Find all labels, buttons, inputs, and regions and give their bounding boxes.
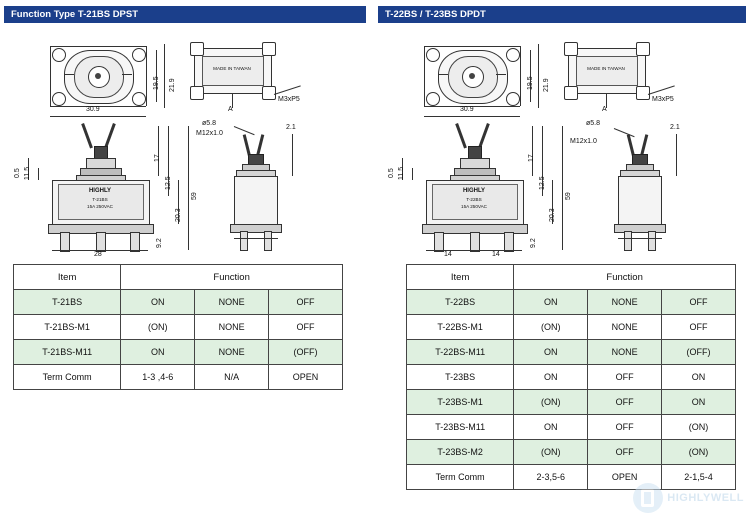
table-row bbox=[14, 340, 343, 365]
right-row1-item: T-22BS-M1 bbox=[407, 315, 514, 340]
left-th-function: Function bbox=[121, 265, 343, 290]
table-header-row bbox=[407, 265, 736, 290]
left-topview-h2-dim: 21.9 bbox=[169, 78, 176, 92]
right-function-table bbox=[406, 264, 736, 490]
left-row3-item: Term Comm bbox=[14, 365, 121, 390]
right-side-view bbox=[570, 118, 740, 258]
left-dim-28: 28 bbox=[94, 251, 102, 258]
right-row6-item: T-23BS-M2 bbox=[407, 440, 514, 465]
left-row2-c1: NONE bbox=[195, 340, 269, 365]
right-row4-c2: ON bbox=[662, 390, 736, 415]
right-row6-c1: OFF bbox=[588, 440, 662, 465]
left-th-item: Item bbox=[14, 265, 121, 290]
right-dim-11-5: 11.5 bbox=[398, 166, 405, 180]
right-thread-label: M3xP5 bbox=[652, 96, 674, 103]
right-row6-c0: (ON) bbox=[514, 440, 588, 465]
right-dim-9-2: 9.2 bbox=[530, 238, 537, 248]
table-row bbox=[14, 315, 343, 340]
table-row bbox=[407, 440, 736, 465]
left-row3-c2: OPEN bbox=[269, 365, 343, 390]
left-dim-11-5: 11.5 bbox=[24, 166, 31, 180]
right-row5-item: T-23BS-M11 bbox=[407, 415, 514, 440]
left-row0-item: T-21BS bbox=[14, 290, 121, 315]
left-row1-c1: NONE bbox=[195, 315, 269, 340]
table-row bbox=[14, 290, 343, 315]
right-row2-item: T-22BS-M11 bbox=[407, 340, 514, 365]
right-row7-c0: 2-3,5-6 bbox=[514, 465, 588, 490]
right-front-view bbox=[388, 118, 572, 258]
table-row bbox=[407, 415, 736, 440]
section-header-left bbox=[4, 6, 366, 23]
right-row7-item: Term Comm bbox=[407, 465, 514, 490]
right-dim-17: 17 bbox=[528, 154, 535, 162]
left-row2-item: T-21BS-M11 bbox=[14, 340, 121, 365]
right-row4-item: T-23BS-M1 bbox=[407, 390, 514, 415]
right-row6-c2: (ON) bbox=[662, 440, 736, 465]
left-front-view bbox=[14, 118, 198, 258]
left-row1-c0: (ON) bbox=[121, 315, 195, 340]
table-row bbox=[407, 390, 736, 415]
right-row2-c0: ON bbox=[514, 340, 588, 365]
right-row1-c2: OFF bbox=[662, 315, 736, 340]
right-top-view bbox=[414, 34, 550, 114]
left-function-table bbox=[13, 264, 343, 390]
table-row bbox=[14, 365, 343, 390]
left-plate-text: MADE IN TAIWAN bbox=[213, 66, 251, 71]
left-thread-label: M3xP5 bbox=[278, 96, 300, 103]
section-header-left-label: Function Type T-21BS DPST bbox=[11, 9, 139, 20]
right-topview-h2-dim: 21.9 bbox=[543, 78, 550, 92]
right-row7-c2: 2-1,5-4 bbox=[662, 465, 736, 490]
left-side-view bbox=[196, 118, 356, 258]
right-row4-c1: OFF bbox=[588, 390, 662, 415]
right-dim-2-1: 2.1 bbox=[670, 124, 680, 131]
left-dim-20-3: 20.3 bbox=[175, 208, 182, 222]
right-row0-c0: ON bbox=[514, 290, 588, 315]
left-row2-c0: ON bbox=[121, 340, 195, 365]
right-row0-item: T-22BS bbox=[407, 290, 514, 315]
right-topview-width-dim: 30.9 bbox=[460, 106, 474, 113]
left-topview-h1-dim: 19.5 bbox=[153, 76, 160, 90]
left-drawings bbox=[0, 26, 374, 256]
right-drawings bbox=[374, 26, 750, 256]
right-row3-c1: OFF bbox=[588, 365, 662, 390]
right-row2-c2: (OFF) bbox=[662, 340, 736, 365]
section-header-right bbox=[378, 6, 746, 23]
right-row3-c0: ON bbox=[514, 365, 588, 390]
table-row bbox=[407, 365, 736, 390]
section-header-right-label: T-22BS / T-23BS DPDT bbox=[385, 9, 486, 20]
left-body-line2: 15A 250VAC bbox=[87, 204, 113, 209]
left-dim-59: 59 bbox=[191, 192, 198, 200]
watermark-text: HIGHLYWELL bbox=[667, 492, 744, 504]
left-row3-c0: 1-3 ,4-6 bbox=[121, 365, 195, 390]
left-dim-17: 17 bbox=[154, 154, 161, 162]
right-topview-h1-dim: 19.5 bbox=[527, 76, 534, 90]
right-row0-c2: OFF bbox=[662, 290, 736, 315]
right-row0-c1: NONE bbox=[588, 290, 662, 315]
left-row0-c2: OFF bbox=[269, 290, 343, 315]
right-dim-20-3: 20.3 bbox=[549, 208, 556, 222]
right-row5-c0: ON bbox=[514, 415, 588, 440]
left-dim-2-1: 2.1 bbox=[286, 124, 296, 131]
table-row bbox=[407, 315, 736, 340]
right-row5-c2: (ON) bbox=[662, 415, 736, 440]
left-thread-spec: M12x1.0 bbox=[196, 130, 223, 137]
left-plate-view bbox=[180, 34, 330, 119]
left-row1-c2: OFF bbox=[269, 315, 343, 340]
left-dim-0-5: 0.5 bbox=[14, 168, 21, 178]
right-body-brand: HIGHLY bbox=[462, 188, 486, 194]
left-bushing-dia: ø5.8 bbox=[202, 120, 217, 127]
left-section-label-a: A bbox=[228, 106, 233, 113]
right-dim-14-a: 14 bbox=[444, 251, 452, 258]
left-dim-9-2: 9.2 bbox=[156, 238, 163, 248]
right-row1-c0: (ON) bbox=[514, 315, 588, 340]
left-row1-item: T-21BS-M1 bbox=[14, 315, 121, 340]
right-bushing-dia: ø5.8 bbox=[586, 120, 601, 127]
table-header-row bbox=[14, 265, 343, 290]
right-th-function: Function bbox=[514, 265, 736, 290]
left-body-brand: HIGHLY bbox=[88, 188, 112, 194]
right-row2-c1: NONE bbox=[588, 340, 662, 365]
right-dim-0-5: 0.5 bbox=[388, 168, 395, 178]
watermark-logo-icon bbox=[633, 483, 663, 513]
right-thread-spec: M12x1.0 bbox=[570, 138, 597, 145]
right-body-line2: 15A 250VAC bbox=[461, 204, 487, 209]
right-row4-c0: (ON) bbox=[514, 390, 588, 415]
right-dim-59: 59 bbox=[565, 192, 572, 200]
left-row2-c2: (OFF) bbox=[269, 340, 343, 365]
right-row3-item: T-23BS bbox=[407, 365, 514, 390]
left-row0-c1: NONE bbox=[195, 290, 269, 315]
left-row0-c0: ON bbox=[121, 290, 195, 315]
table-row bbox=[407, 290, 736, 315]
right-body-line1: T-22BS bbox=[466, 197, 482, 202]
right-dim-14-b: 14 bbox=[492, 251, 500, 258]
right-row5-c1: OFF bbox=[588, 415, 662, 440]
right-plate-text: MADE IN TAIWAN bbox=[587, 66, 625, 71]
watermark bbox=[633, 483, 744, 513]
left-top-view bbox=[40, 34, 176, 114]
right-th-item: Item bbox=[407, 265, 514, 290]
left-topview-width-dim: 30.9 bbox=[86, 106, 100, 113]
right-row1-c1: NONE bbox=[588, 315, 662, 340]
right-section-label-a: A bbox=[602, 106, 607, 113]
right-dim-12-5: 12.5 bbox=[539, 176, 546, 190]
left-dim-12-5: 12.5 bbox=[165, 176, 172, 190]
left-row3-c1: N/A bbox=[195, 365, 269, 390]
right-row7-c1: OPEN bbox=[588, 465, 662, 490]
table-row bbox=[407, 340, 736, 365]
right-plate-view bbox=[554, 34, 714, 119]
left-body-line1: T-21BS bbox=[92, 197, 108, 202]
right-row3-c2: ON bbox=[662, 365, 736, 390]
